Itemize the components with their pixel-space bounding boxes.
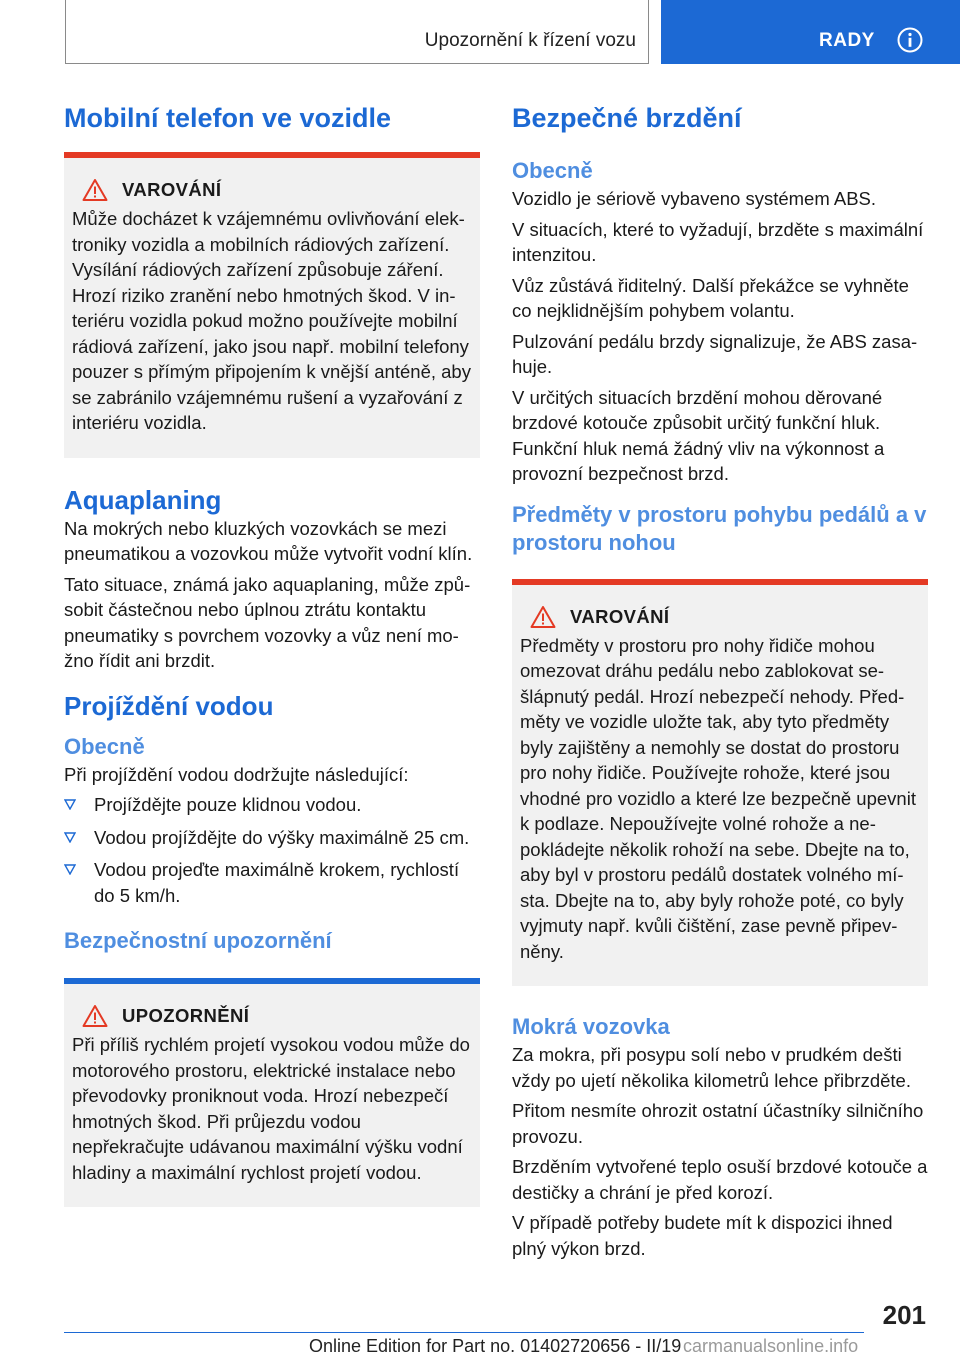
warning-label: VAROVÁNÍ	[570, 605, 670, 627]
aquaplaning-paragraph-2: Tato situace, známá jako aquaplaning, může způsobit částečnou nebo úplnou ztrátu kontaktu pneumatiky s povrchem vozovky a vůz není možno řídit ani brzdit.	[64, 573, 471, 671]
braking-paragraph-3: Vůz zůstává řiditelný. Další překážce se vyhněte co nejklidnějším pohybem volantu.	[512, 274, 909, 321]
braking-paragraph-2: V situacích, které to vyžadují, brzděte s maximální intenzitou.	[512, 218, 924, 265]
braking-paragraph-5: V určitých situacích brzdění mohou děrované brzdové kotouče způsobit určitý funkční hluk. Funkční hluk nemá žádný vliv na výkonnost a provozní bezpečnost brzd.	[512, 386, 885, 484]
list-item-text: Vodou projeďte maximálně krokem, rychlostí do 5 km/h.	[94, 859, 460, 906]
header-chapter-box	[65, 0, 649, 64]
subheading-wet-road: Mokrá vozovka	[512, 1014, 670, 1039]
heading-safe-braking: Bezpečné brzdění	[512, 103, 742, 133]
header-title: Upozornění k řízení vozu	[424, 30, 636, 51]
footer-divider	[64, 1332, 864, 1333]
water-steps-list	[64, 792, 480, 908]
caution-box-water	[64, 978, 480, 1207]
subheading-safety-notice: Bezpečnostní upozornění	[64, 928, 332, 953]
list-item	[64, 825, 480, 851]
warning-icon	[82, 178, 108, 202]
heading-aquaplaning: Aquaplaning	[64, 484, 222, 515]
list-item	[64, 792, 480, 818]
subheading-braking-general: Obecně	[512, 158, 593, 183]
list-item	[64, 857, 480, 908]
subheading-pedal-objects: Předměty v prostoru pohybu pedálů a v prostoru nohou	[512, 501, 927, 555]
warning-box-mobile	[64, 152, 480, 458]
wet-paragraph-3: Brzděním vytvořené teplo osuší brzdové kotouče a destičky a chrání je před korozí.	[512, 1156, 928, 1203]
info-icon	[897, 27, 923, 53]
warning-text: Může docházet k vzájemnému ovlivňování elektroniky vozidla a mobilních rádiových zařízení. Vysílání rádiových zařízení způsobuje záření. Hrozí riziko zranění nebo hmotných škod. V interiéru vozidla pokud možno používejte mobilní rádiová zařízení, jako jsou např. mobilní telefony pouzer s přímým připojením k vnější anténě, aby se zabránilo vzájemnému rušení a vyzařování z interiéru vozidla.	[72, 208, 471, 433]
wet-paragraph-2: Přitom nesmíte ohrozit ostatní účastníky silničního provozu.	[512, 1100, 924, 1147]
triangle-bullet-icon	[64, 864, 76, 875]
right-column	[512, 100, 928, 1266]
caution-text: Při příliš rychlém projetí vysokou vodou může do motorového prostoru, elektrické instalace nebo převodovky proniknout voda. Hrozí nebezpečí hmotných škod. Při průjezdu vodou nepřekračujte udávanou maximální výšku vodní hladiny a maximální rychlost projetí vodou.	[72, 1034, 470, 1183]
heading-mobile-phone: Mobilní telefon ve vozidle	[64, 103, 392, 133]
footer-edition: Online Edition for Part no. 01402720656 - II/19	[309, 1336, 682, 1356]
subheading-water-general: Obecně	[64, 733, 145, 759]
aquaplaning-paragraph-1: Na mokrých nebo kluzkých vozovkách se mezi pneumatikou a vozovkou může vytvořit vodní klín.	[64, 517, 473, 564]
heading-water-driving: Projíždění vodou	[64, 690, 274, 721]
page-number: 201	[882, 1300, 926, 1330]
header-section-label: RADY	[819, 30, 875, 51]
wet-paragraph-1: Za mokra, při posypu solí nebo v prudkém dešti vždy po ujetí několika kilometrů lehce přibrzděte.	[512, 1044, 911, 1091]
header-section-tab[interactable]	[661, 0, 960, 64]
water-intro: Při projíždění vodou dodržujte následující:	[64, 763, 409, 785]
warning-box-pedals	[512, 579, 928, 987]
triangle-bullet-icon	[64, 832, 76, 843]
braking-paragraph-1: Vozidlo je sériově vybaveno systémem ABS.	[512, 188, 877, 209]
list-item-text: Vodou projíždějte do výšky maximálně 25 cm.	[94, 826, 470, 848]
warning-icon	[530, 605, 556, 629]
triangle-bullet-icon	[64, 799, 76, 810]
wet-paragraph-4: V případě potřeby budete mít k dispozici ihned plný výkon brzd.	[512, 1212, 893, 1259]
braking-paragraph-4: Pulzování pedálu brzdy signalizuje, že ABS zasahuje.	[512, 330, 918, 377]
caution-label: UPOZORNĚNÍ	[122, 1005, 250, 1026]
warning-text: Předměty v prostoru pro nohy řidiče mohou omezovat dráhu pedálu nebo zablokovat sešlápnutý pedál. Hrozí nebezpečí nehody. Předměty ve vozidle uložte tak, aby tyto předměty byly zajištěny a nemohly se dostat do prostoru pro nohy řidiče. Používejte rohože, které jsou vhodné pro vozidlo a které lze bezpečně upevnit k podlaze. Nepoužívejte volné rohože a nepokládejte několik rohoží na sebe. Dbejte na to, aby byl v prostoru pedálů dostatek volného místa. Dbejte na to, aby byly rohože poté, co byly vyjmuty např. kvůli čištění, zase pevně připevněny.	[520, 634, 916, 962]
footer-watermark: carmanualsonline.info	[683, 1336, 859, 1356]
left-column	[64, 100, 480, 1207]
warning-icon	[82, 1004, 108, 1028]
warning-label: VAROVÁNÍ	[122, 179, 222, 200]
list-item-text: Projíždějte pouze klidnou vodou.	[94, 794, 362, 815]
